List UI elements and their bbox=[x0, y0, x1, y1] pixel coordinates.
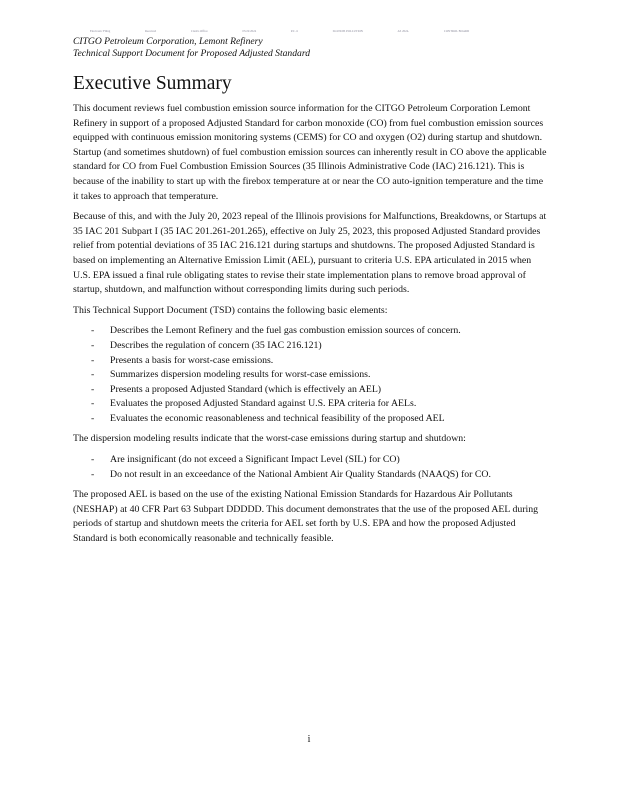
document-body bbox=[73, 102, 549, 553]
section-title: Executive Summary bbox=[73, 73, 232, 94]
header-company: CITGO Petroleum Corporation, Lemont Refinery bbox=[73, 36, 263, 47]
list-item: - Evaluates the economic reasonableness and technical feasibility of the proposed AEL bbox=[73, 412, 549, 427]
tsd-contents-paragraph: This Technical Support Document (TSD) contains the following basic elements: bbox=[73, 304, 388, 316]
list-item: - Presents a basis for worst-case emissions. bbox=[73, 354, 549, 369]
background-paragraph: Because of this, and with the July 20, 2023 repeal of the Illinois provisions for Malfunctions, Breakdowns, or Startups at 35 IAC 201 Subpart I (35 IAC 201.261-201.265), effective on July 25, 2023, this proposed Adjusted Standard provides relief from potential deviations of 35 IAC 216.121 during startups and shutdowns. The proposed Adjusted Standard is based on implementing an Alternative Emission Limit (AEL), pursuant to criteria U.S. EPA articulated in 2015 when U.S. EPA issued a final rule obligating states to revise their state implementation plans to remove broad approval of startup, shutdown, and malfunction without corresponding limits during such periods. bbox=[73, 211, 547, 296]
filing-stamp-text: Received bbox=[145, 29, 157, 33]
page-number: i bbox=[307, 734, 311, 745]
filing-stamp-text: AS 2024- bbox=[397, 29, 410, 33]
modeling-results-paragraph: The dispersion modeling results indicate that the worst-case emissions during startup and shutdown: bbox=[73, 433, 466, 445]
header-document: Technical Support Document for Proposed Adjusted Standard bbox=[73, 47, 310, 59]
filing-stamp-text: Clerk's Office bbox=[190, 29, 208, 33]
list-item: - Describes the regulation of concern (35 IAC 216.121) bbox=[73, 339, 549, 354]
filing-stamp-text: 03/22/2024 bbox=[242, 29, 257, 33]
running-header bbox=[73, 36, 543, 59]
list-item: - Do not result in an exceedance of the National Ambient Air Quality Standards (NAAQS) for CO. bbox=[73, 468, 549, 483]
intro-paragraph: This document reviews fuel combustion emission source information for the CITGO Petroleum Corporation Lemont Refinery in support of a proposed Adjusted Standard for carbon monoxide (CO) from fuel combustion emission sources equipped with continuous emission monitoring systems (CEMS) for CO and oxygen (O2) during startup and shutdown. Startup (and sometimes shutdown) of fuel combustion emission sources can inherently result in CO above the applicable standard for CO from Fuel Combustion Emission Sources (35 Illinois Administrative Code (IAC) 216.121). This is because of the inability to start up with the firebox temperature at or near the CO auto-ignition temperature and the time it takes to approach that temperature. bbox=[73, 103, 547, 202]
list-item: - Presents a proposed Adjusted Standard (which is effectively an AEL) bbox=[73, 383, 549, 398]
conclusion-paragraph: The proposed AEL is based on the use of the existing National Emission Standards for Hazardous Air Pollutants (NESHAP) at 40 CFR Part 63 Subpart DDDDD. This document demonstrates that the use of the proposed AEL during periods of startup and shutdown meets the criteria for AEL set forth by U.S. EPA and how the proposed Adjusted Standard is both economically reasonable and technically feasible. bbox=[73, 489, 539, 545]
filing-stamp-text: Electronic Filing bbox=[90, 29, 111, 33]
list-item: - Summarizes dispersion modeling results for worst-case emissions. bbox=[73, 368, 549, 383]
filing-stamp-text: CONTROL BOARD bbox=[443, 29, 470, 33]
list-item: - Describes the Lemont Refinery and the fuel gas combustion emission sources of concern. bbox=[73, 324, 549, 339]
list-item: - Evaluates the proposed Adjusted Standard against U.S. EPA criteria for AELs. bbox=[73, 397, 549, 412]
filing-stamp-text: P.C. # bbox=[290, 29, 298, 33]
list-item: - Are insignificant (do not exceed a Significant Impact Level (SIL) for CO) bbox=[73, 453, 549, 468]
elements-list bbox=[73, 324, 549, 426]
results-list bbox=[73, 453, 549, 482]
filing-stamp-text: ILLINOIS POLLUTION bbox=[332, 29, 363, 33]
filing-stamp bbox=[90, 29, 530, 35]
